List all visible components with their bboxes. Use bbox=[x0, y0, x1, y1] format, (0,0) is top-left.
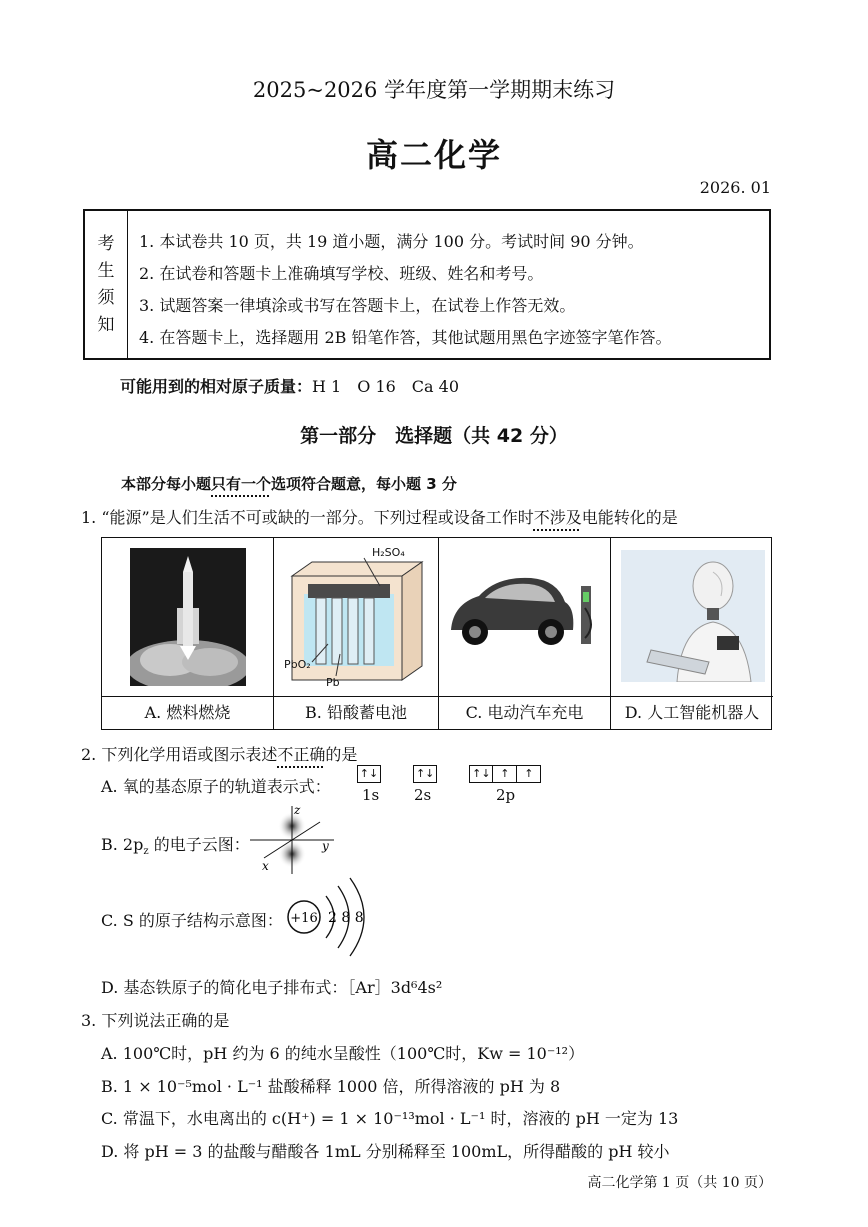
notice-item: 3. 试题答案一律填涂或书写在答题卡上，在试卷上作答无效。 bbox=[139, 296, 576, 315]
battery-acid-label: H₂SO₄ bbox=[372, 546, 405, 559]
page-footer: 高二化学第 1 页（共 10 页） bbox=[587, 1175, 772, 1191]
exam-title: 2025~2026 学年度第一学期期末练习 bbox=[252, 78, 616, 102]
q1-option-a-cell bbox=[102, 538, 274, 729]
subject-title: 高二化学 bbox=[365, 136, 502, 174]
orbital-diagram bbox=[357, 763, 541, 783]
emphasis-dots: 不涉及 bbox=[533, 508, 582, 527]
q2-stem: 2. 下列化学用语或图示表述不正确的是 bbox=[81, 745, 358, 764]
q3-stem: 3. 下列说法正确的是 bbox=[81, 1011, 230, 1030]
q3-option-c: C. 常温下，水电离出的 c(H⁺) = 1 × 10⁻¹³mol · L⁻¹ 时，溶液的 pH 一定为 13 bbox=[101, 1109, 679, 1128]
axis-z-label: z bbox=[294, 803, 301, 817]
rocket-launch-image bbox=[130, 548, 246, 686]
q1-option-b-cell bbox=[274, 538, 439, 729]
axis-x-label: x bbox=[262, 859, 269, 873]
q3-option-a: A. 100℃时，pH 约为 6 的纯水呈酸性（100℃时，Kw = 10⁻¹²） bbox=[101, 1044, 585, 1063]
emphasis-dots: 只有一个 bbox=[211, 475, 272, 493]
exam-notice-box bbox=[83, 209, 771, 360]
sulfur-atom-structure-diagram bbox=[284, 874, 384, 962]
q3-option-b: B. 1 × 10⁻⁵mol · L⁻¹ 盐酸稀释 1000 倍，所得溶液的 pH 为 8 bbox=[101, 1077, 561, 1096]
q1-stem: 1. “能源”是人们生活不可或缺的一部分。下列过程或设备工作时不涉及电能转化的是 bbox=[81, 508, 678, 527]
battery-pbo2-label: PbO₂ bbox=[284, 658, 311, 671]
atomic-mass-line: 可能用到的相对原子质量：H 1 O 16 Ca 40 bbox=[120, 377, 460, 396]
part1-title: 第一部分 选择题（共 42 分） bbox=[300, 425, 568, 447]
q1-option-d-cell bbox=[611, 538, 773, 729]
emphasis-dots: 不正确 bbox=[277, 745, 326, 764]
q1-option-d-label: D. 人工智能机器人 bbox=[611, 696, 773, 729]
orbital-box-2p: ↑ bbox=[493, 765, 517, 783]
orbital-label-2s: 2s bbox=[414, 786, 432, 804]
orbital-label-2p: 2p bbox=[496, 786, 516, 804]
axis-y-label: y bbox=[322, 839, 329, 853]
orbital-box-2s: ↑↓ bbox=[413, 765, 437, 783]
electric-car-charging-image bbox=[445, 568, 605, 654]
orbital-box-2p: ↑↓ bbox=[469, 765, 493, 783]
notice-side-label: 考 生 须 知 bbox=[85, 211, 128, 358]
q1-option-c-cell bbox=[439, 538, 611, 729]
ai-robot-image bbox=[621, 550, 765, 682]
nucleus-charge: +16 bbox=[290, 911, 318, 926]
part1-instruction: 本部分每小题只有一个选项符合题意，每小题 3 分 bbox=[121, 475, 457, 493]
orbital-box-1s: ↑↓ bbox=[357, 765, 381, 783]
exam-date: 2026. 01 bbox=[699, 178, 771, 197]
q2-option-d-label: D. 基态铁原子的简化电子排布式：［Ar］3d⁶4s² bbox=[101, 978, 443, 997]
electron-shells: 2 8 8 bbox=[328, 910, 364, 926]
q1-image-table bbox=[101, 537, 772, 730]
electron-cloud-2pz-diagram bbox=[244, 800, 340, 876]
orbital-label-1s: 1s bbox=[362, 786, 380, 804]
q1-option-b-label: B. 铅酸蓄电池 bbox=[274, 696, 438, 729]
battery-pb-label: Pb bbox=[326, 676, 340, 688]
q1-option-a-label: A. 燃料燃烧 bbox=[102, 696, 273, 729]
q2-option-c-label: C. S 的原子结构示意图： bbox=[101, 911, 283, 930]
notice-item: 1. 本试卷共 10 页，共 19 道小题，满分 100 分。考试时间 90 分钟。 bbox=[139, 232, 644, 251]
notice-item: 2. 在试卷和答题卡上准确填写学校、班级、姓名和考号。 bbox=[139, 264, 544, 283]
notice-item: 4. 在答题卡上，选择题用 2B 铅笔作答，其他试题用黑色字迹签字笔作答。 bbox=[139, 328, 672, 347]
orbital-box-2p: ↑ bbox=[517, 765, 541, 783]
q1-option-c-label: C. 电动汽车充电 bbox=[439, 696, 610, 729]
q2-option-a-label: A. 氧的基态原子的轨道表示式： bbox=[101, 777, 331, 796]
lead-acid-battery-diagram bbox=[282, 544, 432, 688]
q2-option-b-label: B. $2p_z$ 的电子云图： bbox=[101, 835, 250, 858]
q3-option-d: D. 将 pH = 3 的盐酸与醋酸各 1mL 分别稀释至 100mL，所得醋酸的 pH 较小 bbox=[101, 1142, 670, 1161]
